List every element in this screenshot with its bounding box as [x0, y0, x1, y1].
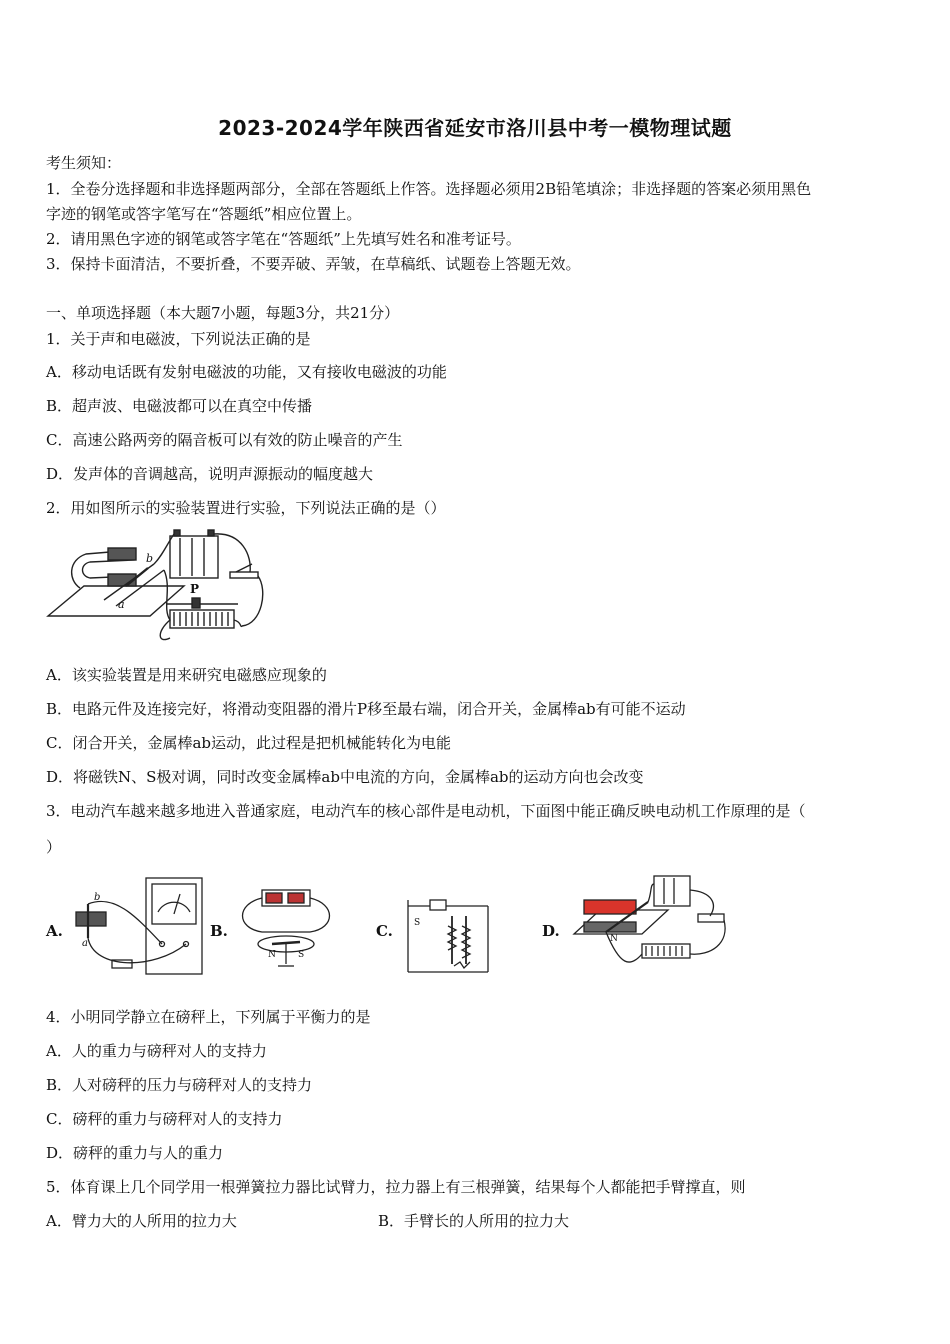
q4-option-d: D．磅秤的重力与人的重力	[46, 1144, 224, 1162]
q2-magnet-pole-top	[108, 548, 136, 560]
q3-figure-c[interactable]	[404, 896, 492, 976]
q2-option-d: D．将磁铁N、S极对调，同时改变金属棒ab中电流的方向，金属棒ab的运动方向也会改变	[46, 768, 644, 786]
q2-wire-2	[214, 534, 250, 572]
q2-wire-1	[154, 534, 174, 564]
q5-stem: 5．体育课上几个同学用一根弹簧拉力器比试臂力，拉力器上有三根弹簧，结果每个人都能把手臂撑直，则	[46, 1178, 746, 1196]
notice-item-1b: 字迹的钢笔或答字笔写在“答题纸”相应位置上。	[46, 205, 362, 223]
q3-motor-principle-drawing	[570, 870, 732, 976]
q3-option-d-label[interactable]: D.	[542, 922, 560, 940]
q2-option-c: C．闭合开关，金属棒ab运动，此过程是把机械能转化为电能	[46, 734, 452, 752]
q2-label-a: a	[118, 598, 125, 611]
q3-electromagnet-drawing	[404, 896, 492, 976]
q3d-label-n: N	[610, 934, 618, 944]
notice-item-1a: 1．全卷分选择题和非选择题两部分，全部在答题纸上作答。选择题必须用2B铅笔填涂；非选择题的答案必须用黑色	[46, 180, 812, 198]
q3b-wire-loop	[243, 898, 330, 932]
q4-option-b: B．人对磅秤的压力与磅秤对人的支持力	[46, 1076, 313, 1094]
q3-stem-line-1: 3．电动汽车越来越多地进入普通家庭，电动汽车的核心部件是电动机，下面图中能正确反映电动机工作原理的是（	[46, 802, 806, 820]
q2-slider-p	[192, 598, 200, 608]
q3b-label-n: N	[268, 950, 276, 960]
page-title: 2023-2024学年陕西省延安市洛川县中考一模物理试题	[218, 116, 732, 140]
q3-option-b-label[interactable]: B.	[210, 922, 228, 940]
q3d-wire-1	[690, 890, 713, 916]
q3-figure-a[interactable]	[74, 874, 204, 976]
q3d-rheostat	[642, 944, 690, 958]
q3c-battery	[430, 900, 446, 910]
q3b-needle	[272, 942, 300, 944]
q3d-magnet-bottom	[584, 922, 636, 932]
q2-wire-3	[242, 576, 263, 626]
q3a-label-b: b	[94, 892, 101, 903]
q3d-wire-2	[690, 920, 725, 954]
notice-heading: 考生须知：	[46, 154, 122, 172]
notice-item-2: 2．请用黑色字迹的钢笔或答字笔在“答题纸”上先填写姓名和准考证号。	[46, 230, 521, 248]
q3-figure-d[interactable]	[570, 870, 732, 976]
q3-stem-line-2: ）	[46, 838, 62, 856]
q2-option-b: B．电路元件及连接完好，将滑动变阻器的滑片P移至最右端，闭合开关，金属棒ab有可能不运动	[46, 700, 686, 718]
q3a-magnet	[76, 912, 106, 926]
section-heading: 一、单项选择题（本大题7小题，每题3分，共21分）	[46, 304, 400, 322]
q5-option-a: A．臂力大的人所用的拉力大	[46, 1212, 237, 1230]
q2-label-b: b	[146, 552, 154, 565]
q3d-magnet-top	[584, 900, 636, 914]
q3a-wire-2	[88, 938, 186, 963]
q3c-label-s: S	[414, 918, 421, 928]
q3-galvanometer-drawing	[74, 874, 204, 976]
q4-stem: 4．小明同学静立在磅秤上，下列属于平衡力的是	[46, 1008, 371, 1026]
q2-stem: 2．用如图所示的实验装置进行实验，下列说法正确的是（）	[46, 499, 446, 517]
q2-switch	[230, 572, 258, 578]
q1-option-d: D．发声体的音调越高，说明声源振动的幅度越大	[46, 465, 374, 483]
q3d-battery	[654, 876, 690, 906]
q3d-wire-3	[648, 884, 654, 902]
q1-stem: 1．关于声和电磁波，下列说法正确的是	[46, 330, 311, 348]
q4-option-a: A．人的重力与磅秤对人的支持力	[46, 1042, 267, 1060]
q4-option-c: C．磅秤的重力与磅秤对人的支持力	[46, 1110, 283, 1128]
q3-figure-b[interactable]	[238, 888, 334, 976]
q2-battery	[170, 536, 218, 578]
q5-option-b: B．手臂长的人所用的拉力大	[378, 1212, 570, 1230]
q3-option-a-label[interactable]: A.	[46, 922, 63, 940]
q3a-label-a: a	[82, 938, 88, 949]
q2-apparatus-drawing	[46, 528, 272, 646]
q1-option-b: B．超声波、电磁波都可以在真空中传播	[46, 397, 313, 415]
q2-option-a: A．该实验装置是用来研究电磁感应现象的	[46, 666, 327, 684]
q3-compass-drawing	[238, 888, 334, 976]
q3b-label-s: S	[298, 950, 305, 960]
q1-option-a: A．移动电话既有发射电磁波的功能，又有接收电磁波的功能	[46, 363, 447, 381]
notice-item-3: 3．保持卡面清洁，不要折叠，不要弄破、弄皱，在草稿纸、试题卷上答题无效。	[46, 255, 581, 273]
q2-label-p: P	[190, 582, 200, 596]
q1-option-c: C．高速公路两旁的隔音板可以有效的防止噪音的产生	[46, 431, 403, 449]
q3-option-c-label[interactable]: C.	[376, 922, 393, 940]
q2-figure	[46, 528, 272, 646]
